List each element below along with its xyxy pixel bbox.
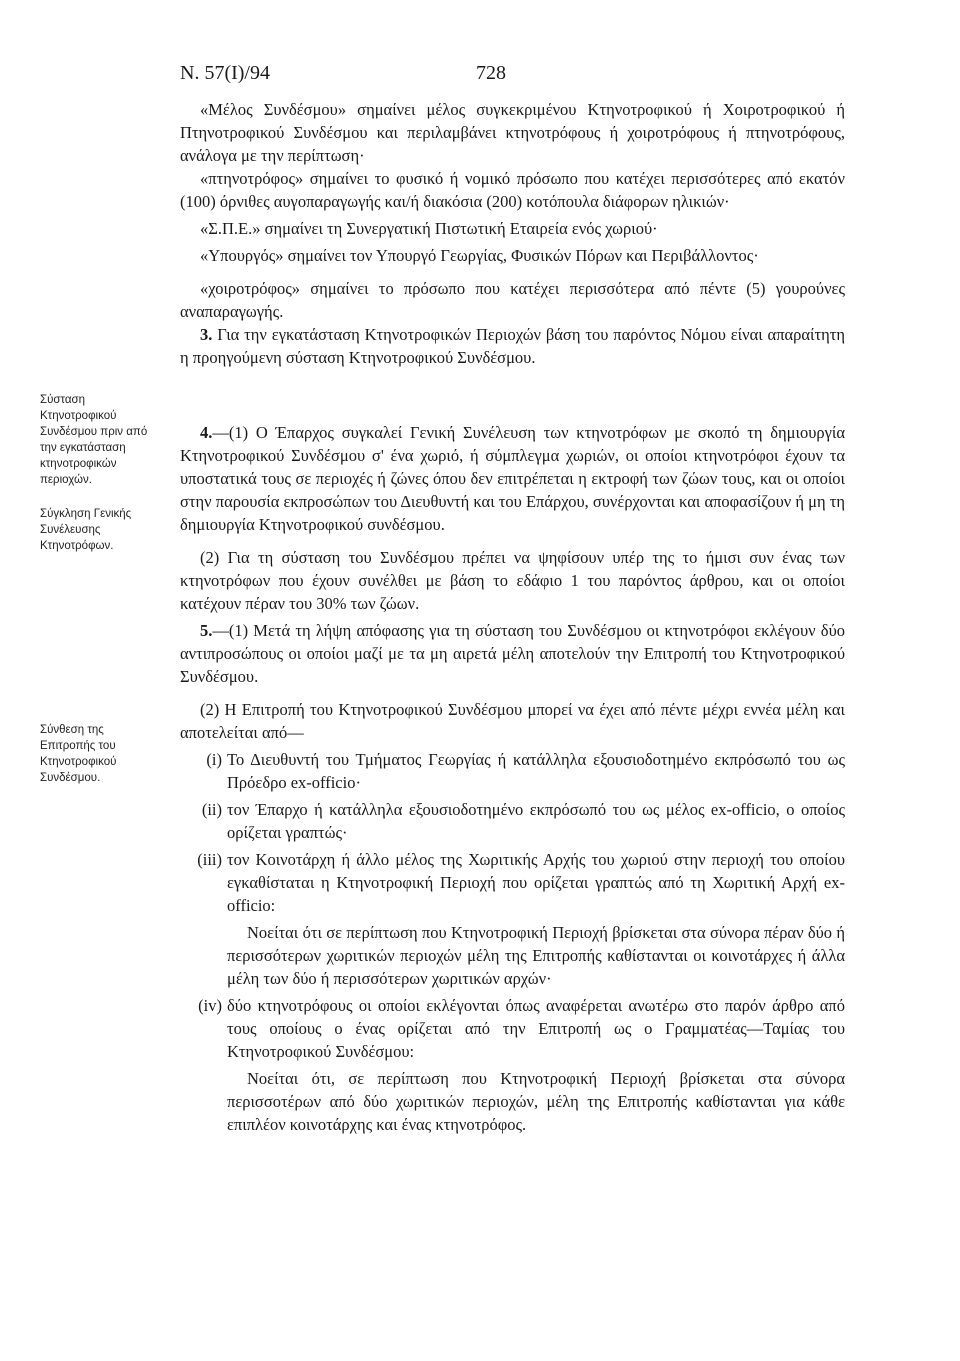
- list-item-text: τον Έπαρχο ή κατάλληλα εξουσιοδοτημένο εκπρόσωπό του ως μέλος ex-officio, ο οποίος ορίζεται γραπτώς·: [227, 800, 845, 842]
- margin-note-section-3: Σύσταση Κτηνοτροφικού Συνδέσμου πριν από την εγκατάσταση κτηνοτροφικών περιοχών.: [40, 394, 148, 486]
- page-number: 728: [476, 62, 506, 84]
- definition-poultry-farmer: «πτηνοτρόφος» σημαίνει το φυσικό ή νομικό πρόσωπο που κατέχει περισσότερες από εκατόν (100) όρνιθες αυγοπαραγωγής και/ή διακόσια (200) κοτόπουλα διάφορων ηλικιών·: [180, 169, 845, 211]
- list-marker: (ii): [201, 800, 222, 819]
- definition-pig-farmer: «χοιροτρόφος» σημαίνει το πρόσωπο που κατέχει περισσότερα από πέντε (5) γουρούνες αναπαραγωγής.: [180, 279, 845, 321]
- section-5-1-text: —(1) Μετά τη λήψη απόφασης για τη σύσταση του Συνδέσμου οι κτηνοτρόφοι εκλέγουν δύο αντιπροσώπους οι οποίοι μαζί με τα μη αιρετά μέλη αποτελούν την Επιτροπή του Κτηνοτροφικού Συνδέσμου.: [180, 621, 845, 686]
- section-4-subsection-1: [180, 421, 845, 536]
- list-marker: (iv): [198, 996, 222, 1015]
- list-item-iv: [180, 994, 845, 1063]
- list-item-text: δύο κτηνοτρόφους οι οποίοι εκλέγονται όπως αναφέρεται ανωτέρω στο παρόν άρθρο από τους οποίους ο ένας ορίζεται από την Επιτροπή ως ο Γραμματέας—Ταμίας του Κτηνοτροφικού Συνδέσμου:: [227, 996, 845, 1061]
- list-item-text: Το Διευθυντή του Τμήματος Γεωργίας ή κατάλληλα εξουσιοδοτημένο εκπρόσωπό του ως Πρόεδρο ex-officio·: [227, 750, 845, 792]
- definition-minister: «Υπουργός» σημαίνει τον Υπουργό Γεωργίας, Φυσικών Πόρων και Περιβάλλοντος·: [200, 246, 759, 265]
- law-reference: Ν. 57(Ι)/94: [180, 62, 270, 84]
- list-item-i: [180, 748, 845, 794]
- section-4-1-text: —(1) Ο Έπαρχος συγκαλεί Γενική Συνέλευση των κτηνοτρόφων με σκοπό τη δημιουργία Κτηνοτροφικού Συνδέσμου σ' ένα χωριό, ή σύμπλεγμα χωριών, οι οποίοι κτηνοτρόφοι έχουν τα υποστατικά τους σε περιοχές ή ζώνες όπου δεν επιτρέπεται η εκτροφή των ζώων τους, και οι οποίοι στην παρουσία εκπροσώπων του Διευθυντή και του Επάρχου, συνέρχονται και αποφασίζουν ή μη τη δημιουργία Κτηνοτροφικού συνδέσμου.: [180, 423, 846, 534]
- section-4-subsection-2: (2) Για τη σύσταση του Συνδέσμου πρέπει να ψηφίσουν υπέρ της το ήμισι συν ένας των κτηνοτρόφων που έχουν συνέλθει με βάση το εδάφιο 1 του παρόντος άρθρου, και οι οποίοι κατέχουν πέραν του 30% των ζώων.: [180, 548, 845, 613]
- proviso-2: Νοείται ότι, σε περίπτωση που Κτηνοτροφική Περιοχή βρίσκεται στα σύνορα περισσοτέρων από δύο χωριτικών περιοχών, μέλη της Επιτροπής καθίστανται για κάθε επιπλέον κοινοτάρχης και ένας κτηνοτρόφος.: [227, 1069, 845, 1134]
- section-4-number: 4.: [200, 423, 213, 442]
- definition-spe: «Σ.Π.Ε.» σημαίνει τη Συνεργατική Πιστωτική Εταιρεία ενός χωριού·: [200, 219, 658, 238]
- margin-note-section-5: Σύνθεση της Επιτροπής του Κτηνοτροφικού Συνδέσμου.: [40, 724, 117, 784]
- list-item-text: τον Κοινοτάρχη ή άλλο μέλος της Χωριτικής Αρχής του χωριού στην περιοχή του οποίου εγκαθίσταται η Κτηνοτροφική Περιοχή που ορίζεται γραπτώς από τη Χωριτική Αρχή ex-officio:: [227, 850, 845, 915]
- section-3-number: 3.: [200, 325, 213, 344]
- section-5-subsection-2: (2) Η Επιτροπή του Κτηνοτροφικού Συνδέσμου μπορεί να έχει από πέντε μέχρι εννέα μέλη και αποτελείται από—: [180, 700, 845, 742]
- section-5-number: 5.: [200, 621, 213, 640]
- list-marker: (iii): [197, 850, 222, 869]
- section-3-text: Για την εγκατάσταση Κτηνοτροφικών Περιοχών βάση του παρόντος Νόμου είναι απαραίτητη η προηγούμενη σύσταση Κτηνοτροφικού Συνδέσμου.: [180, 325, 846, 367]
- margin-note-section-4: Σύγκληση Γενικής Συνέλευσης Κτηνοτρόφων.: [40, 508, 132, 552]
- section-3: [180, 323, 845, 369]
- proviso-1: Νοείται ότι σε περίπτωση που Κτηνοτροφική Περιοχή βρίσκεται στα σύνορα πέραν δύο ή περισσότερων χωριτικών περιοχών μέλη της Επιτροπής καθίστανται οι κοινοτάρχες ή άλλα μέλη των δύο ή περισσότερων χωριτικών αρχών·: [227, 923, 845, 988]
- page-header: [180, 62, 840, 92]
- list-item-iii: [180, 848, 845, 917]
- list-marker: (i): [206, 750, 222, 769]
- definition-member: «Μέλος Συνδέσμου» σημαίνει μέλος συγκεκριμένου Κτηνοτροφικού ή Χοιροτροφικού ή Πτηνοτροφικού Συνδέσμου και περιλαμβάνει κτηνοτρόφους ή χοιροτρόφους ή πτηνοτρόφους, ανάλογα με την περίπτωση·: [180, 100, 845, 165]
- section-5-subsection-1: [180, 619, 845, 688]
- list-item-ii: [180, 798, 845, 844]
- document-body: [180, 98, 845, 1136]
